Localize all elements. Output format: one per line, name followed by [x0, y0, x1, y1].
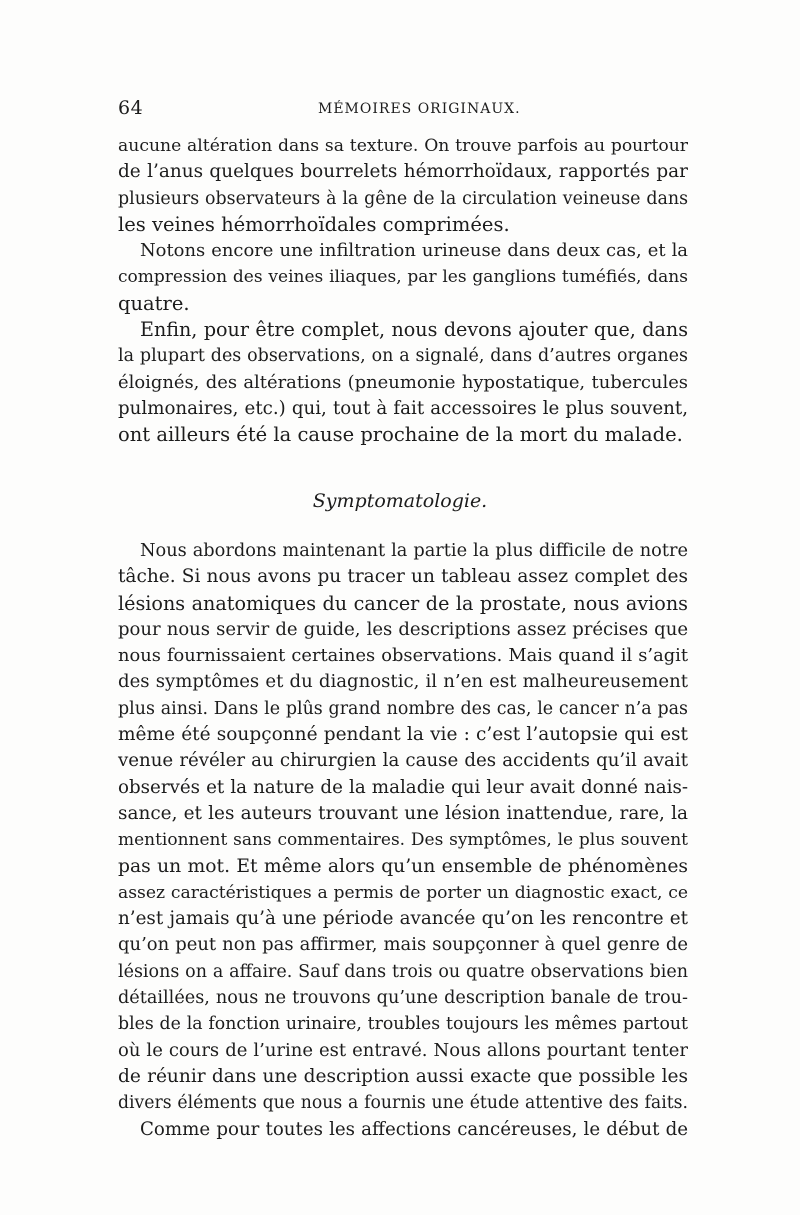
section-heading: Symptomatologie. — [312, 490, 488, 512]
text-line: pulmonaires, etc.) qui, tout à fait accessoires le plus souvent, — [118, 397, 688, 419]
text-line: Notons encore une infiltration urineuse dans deux cas, et la — [140, 240, 688, 262]
text-line: Enfin, pour être complet, nous devons ajouter que, dans — [140, 318, 688, 342]
text-line: Comme pour toutes les affections cancéreuses, le début de — [140, 1118, 688, 1140]
text-line: lésions on a affaire. Sauf dans trois ou quatre observations bien — [118, 961, 688, 982]
text-line: pour nous servir de guide, les descriptions assez précises que — [118, 618, 688, 640]
text-line: pas un mot. Et même alors qu’un ensemble de phénomènes — [118, 855, 688, 877]
text-line: sance, et les auteurs trouvant une lésion inattendue, rare, la — [118, 802, 688, 824]
text-line: les veines hémorrhoïdales comprimées. — [118, 212, 510, 236]
text-line: compression des veines iliaques, par les ganglions tuméfiés, dans — [118, 267, 688, 288]
page-header — [118, 97, 688, 127]
text-line: observés et la nature de la maladie qui leur avait donné nais- — [118, 776, 688, 798]
text-line: assez caractéristiques a permis de porter un diagnostic exact, ce — [118, 882, 688, 903]
text-line: bles de la fonction urinaire, troubles toujours les mêmes partout — [118, 1014, 688, 1035]
text-line: la plupart des observations, on a signalé, dans d’autres organes — [118, 346, 688, 367]
text-line: ont ailleurs été la cause prochaine de la mort du malade. — [118, 423, 683, 447]
text-line: même été soupçonné pendant la vie : c’est l’autopsie qui est — [118, 724, 688, 746]
text-line: de réunir dans une description aussi exacte que possible les — [118, 1065, 688, 1087]
text-line: détaillées, nous ne trouvons qu’une description banale de trou- — [118, 988, 688, 1009]
text-line: divers éléments que nous a fournis une étude attentive des faits. — [118, 1093, 688, 1114]
text-line: Nous abordons maintenant la partie la plus difficile de notre — [140, 541, 688, 561]
text-line: mentionnent sans commentaires. Des symptômes, le plus souvent — [118, 830, 688, 851]
text-line: n’est jamais qu’à une période avancée qu’on les rencontre et — [118, 908, 688, 930]
text-line: éloignés, des altérations (pneumonie hypostatique, tubercules — [118, 371, 688, 393]
text-line: plusieurs observateurs à la gêne de la circulation veineuse dans — [118, 188, 688, 209]
text-line: nous fournissaient certaines observations. Mais quand il s’agit — [118, 645, 688, 667]
text-line: de l’anus quelques bourrelets hémorrhoïdaux, rapportés par — [118, 161, 688, 183]
text-block-lesions — [118, 133, 688, 449]
running-title: MÉMOIRES ORIGINAUX. — [318, 101, 521, 117]
text-line: qu’on peut non pas affirmer, mais soupçonner à quel genre de — [118, 934, 688, 956]
text-line: aucune altération dans sa texture. On trouve parfois au pourtour — [118, 136, 688, 156]
text-line: plus ainsi. Dans le plûs grand nombre des cas, le cancer n’a pas — [118, 698, 688, 719]
text-line: quatre. — [118, 291, 190, 315]
text-line: venue révéler au chirurgien la cause des accidents qu’il avait — [118, 750, 688, 772]
text-line: tâche. Si nous avons pu tracer un tableau assez complet des — [118, 566, 688, 588]
text-line: des symptômes et du diagnostic, il n’en est malheureusement — [118, 671, 688, 693]
text-line: lésions anatomiques du cancer de la prostate, nous avions — [118, 591, 688, 615]
page-number: 64 — [118, 97, 144, 119]
text-line: où le cours de l’urine est entravé. Nous allons pourtant tenter — [118, 1039, 688, 1061]
text-block-symptomatologie — [118, 538, 688, 1143]
